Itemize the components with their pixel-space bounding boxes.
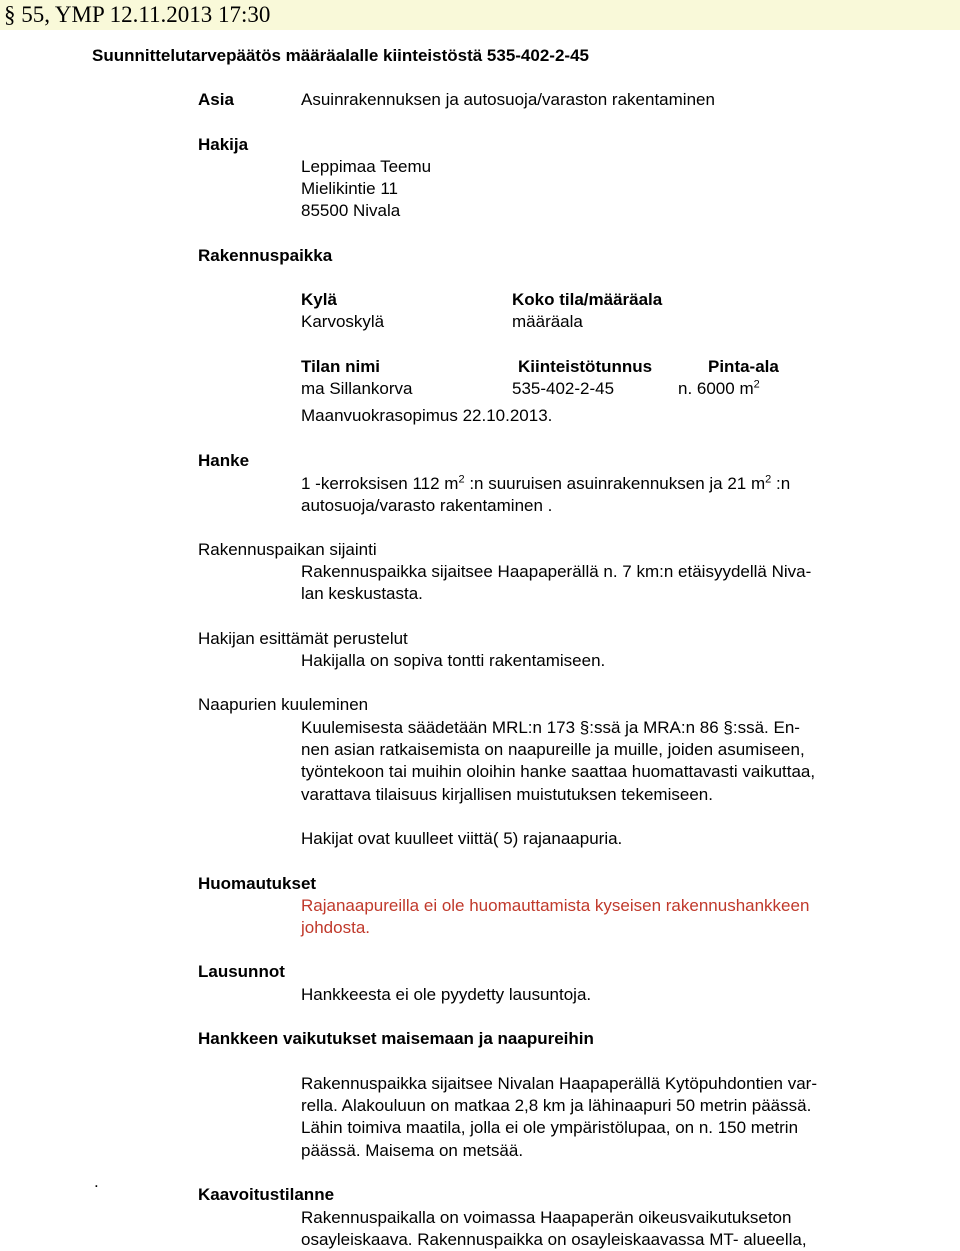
pinta-ala-label: Pinta-ala — [708, 357, 779, 376]
hanke-line2: autosuoja/varasto rakentaminen . — [301, 496, 553, 515]
kaavoitus-line-2: osayleiskaava. Rakennuspaikka on osayleiskaavassa MT- alueella, — [301, 1230, 807, 1249]
tilan-nimi-value: ma Sillankorva — [301, 379, 413, 398]
hakija-city: 85500 Nivala — [301, 201, 401, 220]
hanke-line1-b: :n suuruisen asuinrakennuksen ja 21 m — [469, 474, 766, 493]
naapurit-line-2: nen asian ratkaisemista on naapureille ja muille, joiden asumiseen, — [301, 740, 805, 759]
kyla-label: Kylä — [301, 290, 337, 309]
document-title: Suunnittelutarvepäätös määräalalle kiinteistöstä 535-402-2-45 — [92, 46, 589, 65]
stray-dot: . — [94, 1172, 99, 1191]
meeting-header: § 55, YMP 12.11.2013 17:30 — [4, 2, 271, 27]
perustelut-text: Hakijalla on sopiva tontti rakentamiseen. — [301, 651, 606, 670]
lausunnot-text: Hankkeesta ei ole pyydetty lausuntoja. — [301, 985, 592, 1004]
pinta-ala-text: n. 6000 m — [678, 379, 754, 398]
naapurit-line-4: varattava tilaisuus kirjallisen muistutuksen tekemiseen. — [301, 785, 713, 804]
naapurit-heading: Naapurien kuuleminen — [198, 695, 369, 714]
sijainti-heading: Rakennuspaikan sijainti — [198, 540, 377, 559]
perustelut-heading: Hakijan esittämät perustelut — [198, 629, 408, 648]
hanke-sup-1: 2 — [458, 473, 465, 486]
kiinteistotunnus-value: 535-402-2-45 — [512, 379, 615, 398]
hakija-street: Mielikintie 11 — [301, 179, 399, 198]
vaikutukset-line-3: Lähin toimiva maatila, jolla ei ole ympäristölupaa, on n. 150 metrin — [301, 1118, 799, 1137]
sopimus-text: Maanvuokrasopimus 22.10.2013. — [301, 406, 553, 425]
tilan-nimi-label: Tilan nimi — [301, 357, 381, 376]
pinta-ala-sup: 2 — [753, 378, 760, 391]
huomautukset-line-2: johdosta. — [301, 918, 370, 937]
hanke-line1-a: 1 -kerroksisen 112 m — [301, 474, 459, 493]
sijainti-line2: lan keskustasta. — [301, 584, 423, 603]
vaikutukset-line-2: rella. Alakouluun on matkaa 2,8 km ja lähinaapuri 50 metrin päässä. — [301, 1096, 812, 1115]
vaikutukset-line-1: Rakennuspaikka sijaitsee Nivalan Haapaperällä Kytöpuhdontien var- — [301, 1074, 817, 1093]
vaikutukset-line-4: päässä. Maisema on metsää. — [301, 1141, 524, 1160]
hanke-label: Hanke — [198, 451, 250, 470]
asia-label: Asia — [198, 90, 234, 109]
sijainti-line1: Rakennuspaikka sijaitsee Haapaperällä n. 7 km:n etäisyydellä Niva- — [301, 562, 812, 581]
naapurit-extra: Hakijat ovat kuulleet viittä( 5) rajanaapuria. — [301, 829, 623, 848]
naapurit-line-1: Kuulemisesta säädetään MRL:n 173 §:ssä ja MRA:n 86 §:ssä. En- — [301, 718, 800, 737]
hanke-sup-2: 2 — [765, 473, 772, 486]
kyla-value: Karvoskylä — [301, 312, 385, 331]
rakennuspaikka-label: Rakennuspaikka — [198, 246, 333, 265]
asia-value: Asuinrakennuksen ja autosuoja/varaston rakentaminen — [301, 90, 715, 109]
lausunnot-heading: Lausunnot — [198, 962, 285, 981]
vaikutukset-heading: Hankkeen vaikutukset maisemaan ja naapureihin — [198, 1029, 594, 1048]
hanke-line1-c: :n — [775, 474, 791, 493]
koko-value: määräala — [512, 312, 583, 331]
kaavoitus-line-1: Rakennuspaikalla on voimassa Haapaperän oikeusvaikutukseton — [301, 1208, 792, 1227]
kiinteistotunnus-label: Kiinteistötunnus — [518, 357, 653, 376]
huomautukset-line-1: Rajanaapureilla ei ole huomauttamista kyseisen rakennushankkeen — [301, 896, 810, 915]
koko-label: Koko tila/määräala — [512, 290, 663, 309]
hakija-name: Leppimaa Teemu — [301, 157, 432, 176]
pinta-ala-value — [678, 378, 760, 400]
huomautukset-heading: Huomautukset — [198, 874, 317, 893]
hakija-label: Hakija — [198, 135, 249, 154]
kaavoitus-heading: Kaavoitustilanne — [198, 1185, 335, 1204]
hanke-line1 — [301, 473, 790, 495]
naapurit-line-3: työntekoon tai muihin oloihin hanke saattaa huomattavasti vaikuttaa, — [301, 762, 816, 781]
